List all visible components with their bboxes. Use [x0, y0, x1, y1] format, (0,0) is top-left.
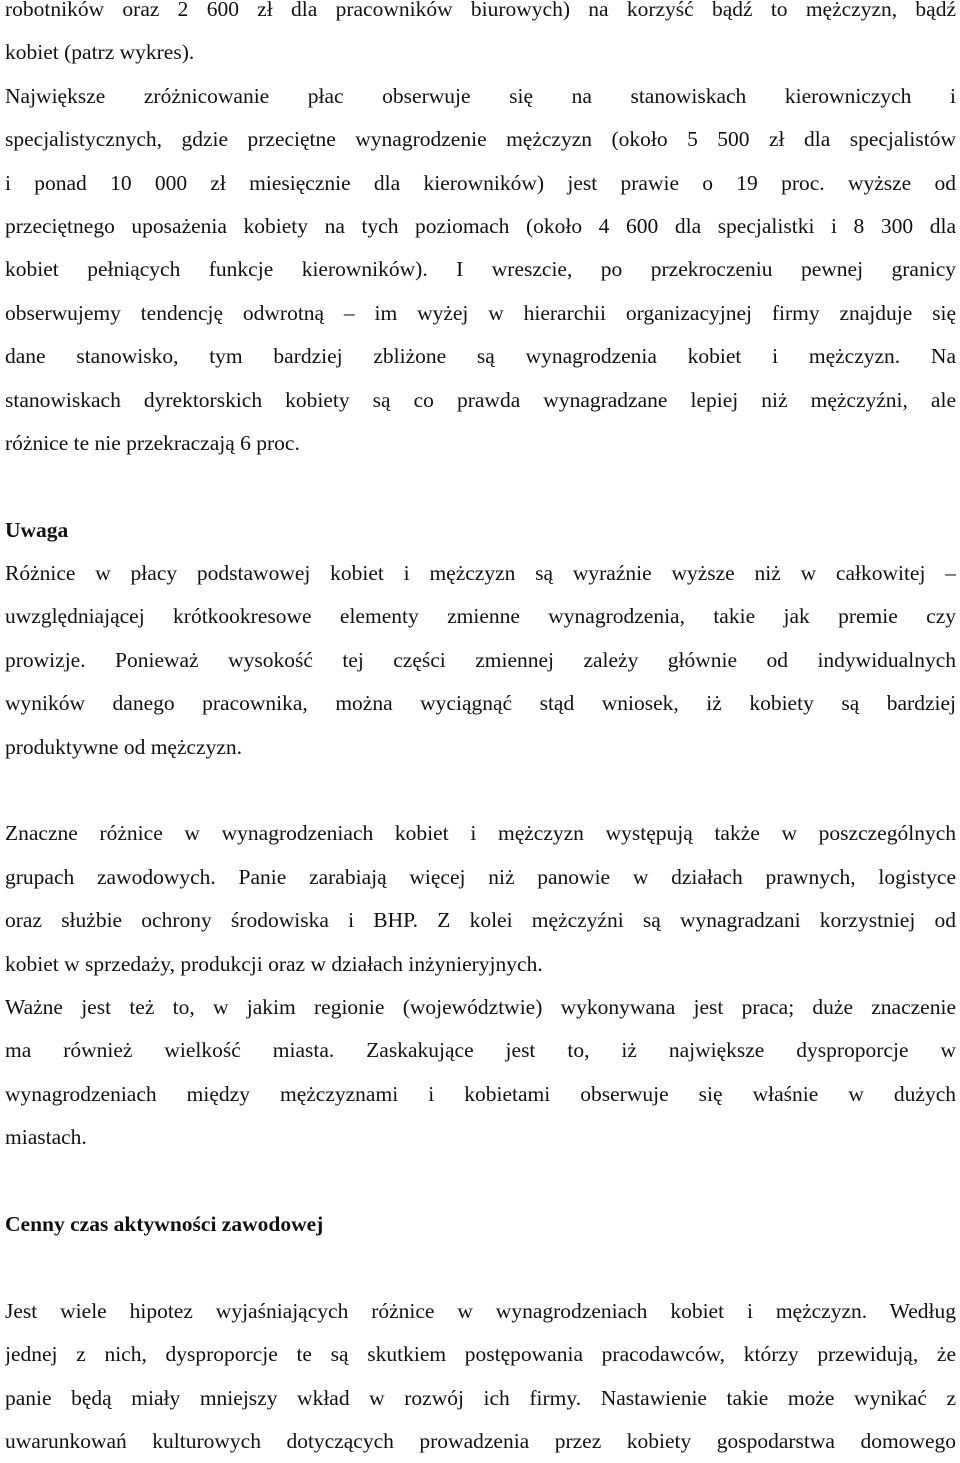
text-line: obserwujemy tendencję odwrotną – im wyżej w hierarchii organizacyjnej firmy znajduje się — [5, 300, 956, 325]
text-line: Różnice w płacy podstawowej kobiet i mężczyzn są wyraźnie wyższe niż w całkowitej – — [5, 561, 956, 586]
paragraph — [5, 552, 956, 769]
text-line: prowizje. Ponieważ wysokość tej części zmiennej zależy głównie od indywidualnych — [5, 647, 956, 672]
text-line: kobiet w sprzedaży, produkcji oraz w działach inżynieryjnych. — [5, 951, 543, 976]
text-line: uwarunkowań kulturowych dotyczących prowadzenia przez kobiety gospodarstwa domowego — [5, 1428, 956, 1453]
paragraph-gap — [5, 465, 956, 508]
section-heading: Uwaga — [5, 517, 69, 542]
paragraph-gap — [5, 1160, 956, 1203]
text-line: i ponad 10 000 zł miesięcznie dla kierowników) jest prawie o 19 proc. wyższe od — [5, 170, 956, 195]
paragraph-gap — [5, 1246, 956, 1289]
paragraph — [5, 1290, 956, 1463]
text-line: Jest wiele hipotez wyjaśniających różnice w wynagrodzeniach kobiet i mężczyzn. Według — [5, 1298, 956, 1323]
text-line: różnice te nie przekraczają 6 proc. — [5, 430, 300, 455]
text-line: dane stanowisko, tym bardziej zbliżone są wynagrodzenia kobiet i mężczyzn. Na — [5, 344, 956, 369]
text-line: specjalistycznych, gdzie przeciętne wynagrodzenie mężczyzn (około 5 500 zł dla specjalistów — [5, 127, 956, 152]
section-heading: Cenny czas aktywności zawodowej — [5, 1211, 324, 1236]
text-line: uwzględniającej krótkookresowe elementy zmienne wynagrodzenia, takie jak premie czy — [5, 604, 956, 629]
text-line: kobiet pełniących funkcje kierowników). I wreszcie, po przekroczeniu pewnej granicy — [5, 257, 956, 282]
text-line: przeciętnego uposażenia kobiety na tych poziomach (około 4 600 dla specjalistki i 8 300 dla — [5, 213, 956, 238]
text-line: robotników oraz 2 600 zł dla pracowników biurowych) na korzyść bądź to mężczyzn, bądź — [5, 0, 956, 21]
paragraph — [5, 0, 956, 465]
paragraph — [5, 812, 956, 986]
document-page — [5, 0, 956, 1463]
text-line: Największe zróżnicowanie płac obserwuje się na stanowiskach kierowniczych i — [5, 83, 956, 108]
text-line: grupach zawodowych. Panie zarabiają więcej niż panowie w działach prawnych, logistyce — [5, 864, 956, 889]
text-line: wynagrodzeniach między mężczyznami i kobietami obserwuje się właśnie w dużych — [5, 1081, 956, 1106]
text-line: kobiet (patrz wykres). — [5, 40, 195, 65]
paragraph-gap — [5, 769, 956, 812]
text-line: jednej z nich, dysproporcje te są skutkiem postępowania pracodawców, którzy przewidują, że — [5, 1342, 956, 1367]
text-line: ma również wielkość miasta. Zaskakujące jest to, iż największe dysproporcje w — [5, 1038, 956, 1063]
text-line: wyników danego pracownika, można wyciągnąć stąd wniosek, iż kobiety są bardziej — [5, 691, 956, 716]
text-line: panie będą miały mniejszy wkład w rozwój ich firmy. Nastawienie takie może wynikać z — [5, 1385, 956, 1410]
text-line: stanowiskach dyrektorskich kobiety są co prawda wynagradzane lepiej niż mężczyźni, ale — [5, 387, 956, 412]
text-line: miastach. — [5, 1125, 87, 1150]
text-line: Znaczne różnice w wynagrodzeniach kobiet i mężczyzn występują także w poszczególnych — [5, 821, 956, 846]
paragraph — [5, 986, 956, 1160]
text-line: oraz służbie ochrony środowiska i BHP. Z kolei mężczyźni są wynagradzani korzystniej od — [5, 908, 956, 933]
text-line: Ważne jest też to, w jakim regionie (województwie) wykonywana jest praca; duże znaczenie — [5, 994, 956, 1019]
text-line: produktywne od mężczyzn. — [5, 734, 243, 759]
